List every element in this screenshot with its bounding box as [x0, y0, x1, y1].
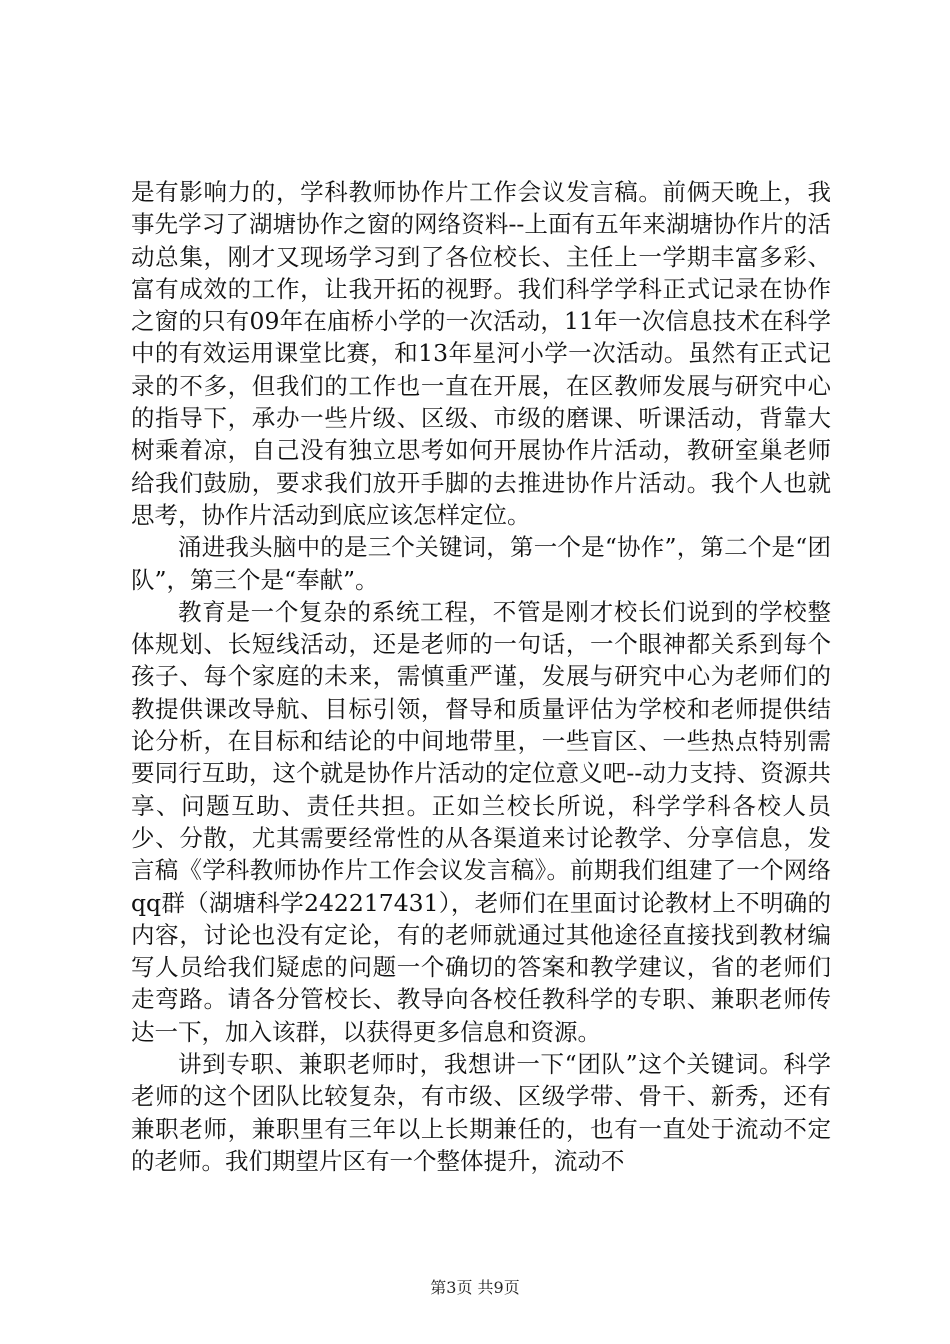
paragraph-1: 是有影响力的，学科教师协作片工作会议发言稿。前俩天晚上，我事先学习了湖塘协作之窗的网络资料--上面有五年来湖塘协作片的活动总集，刚才又现场学习到了各位校长、主任上一学期丰富多彩、富有成效的工作，让我开拓的视野。我们科学学科正式记录在协作之窗的只有09年在庙桥小学的一次活动，11年一次信息技术在科学中的有效运用课堂比赛，和13年星河小学一次活动。虽然有正式记录的不多，但我们的工作也一直在开展，在区教师发展与研究中心的指导下，承办一些片级、区级、市级的磨课、听课活动，背靠大树乘着凉，自己没有独立思考如何开展协作片活动，教研室巢老师给我们鼓励，要求我们放开手脚的去推进协作片活动。我个人也就思考，协作片活动到底应该怎样定位。	[131, 178, 831, 529]
paragraph-4: 讲到专职、兼职老师时，我想讲一下“团队”这个关键词。科学老师的这个团队比较复杂，有市级、区级学带、骨干、新秀，还有兼职老师，兼职里有三年以上长期兼任的，也有一直处于流动不定的老师。我们期望片区有一个整体提升，流动不	[131, 1050, 831, 1175]
page-number-footer: 第3页 共9页	[430, 1278, 520, 1297]
paragraph-2: 涌进我头脑中的是三个关键词，第一个是“协作”，第二个是“团队”，第三个是“奉献”。	[131, 533, 831, 594]
document-body	[131, 176, 831, 1177]
paragraph-3: 教育是一个复杂的系统工程，不管是刚才校长们说到的学校整体规划、长短线活动，还是老师的一句话，一个眼神都关系到每个孩子、每个家庭的未来，需慎重严谨，发展与研究中心为老师们的教提供课改导航、目标引领，督导和质量评估为学校和老师提供结论分析，在目标和结论的中间地带里，一些盲区、一些热点特别需要同行互助，这个就是协作片活动的定位意义吧--动力支持、资源共享、问题互助、责任共担。正如兰校长所说，科学学科各校人员少、分散，尤其需要经常性的从各渠道来讨论教学、分享信息，发言稿《学科教师协作片工作会议发言稿》。前期我们组建了一个网络qq群（湖塘科学242217431），老师们在里面讨论教材上不明确的内容，讨论也没有定论，有的老师就通过其他途径直接找到教材编写人员给我们疑虑的问题一个确切的答案和教学建议，省的老师们走弯路。请各分管校长、教导向各校任教科学的专职、兼职老师传达一下，加入该群，以获得更多信息和资源。	[131, 597, 831, 1046]
